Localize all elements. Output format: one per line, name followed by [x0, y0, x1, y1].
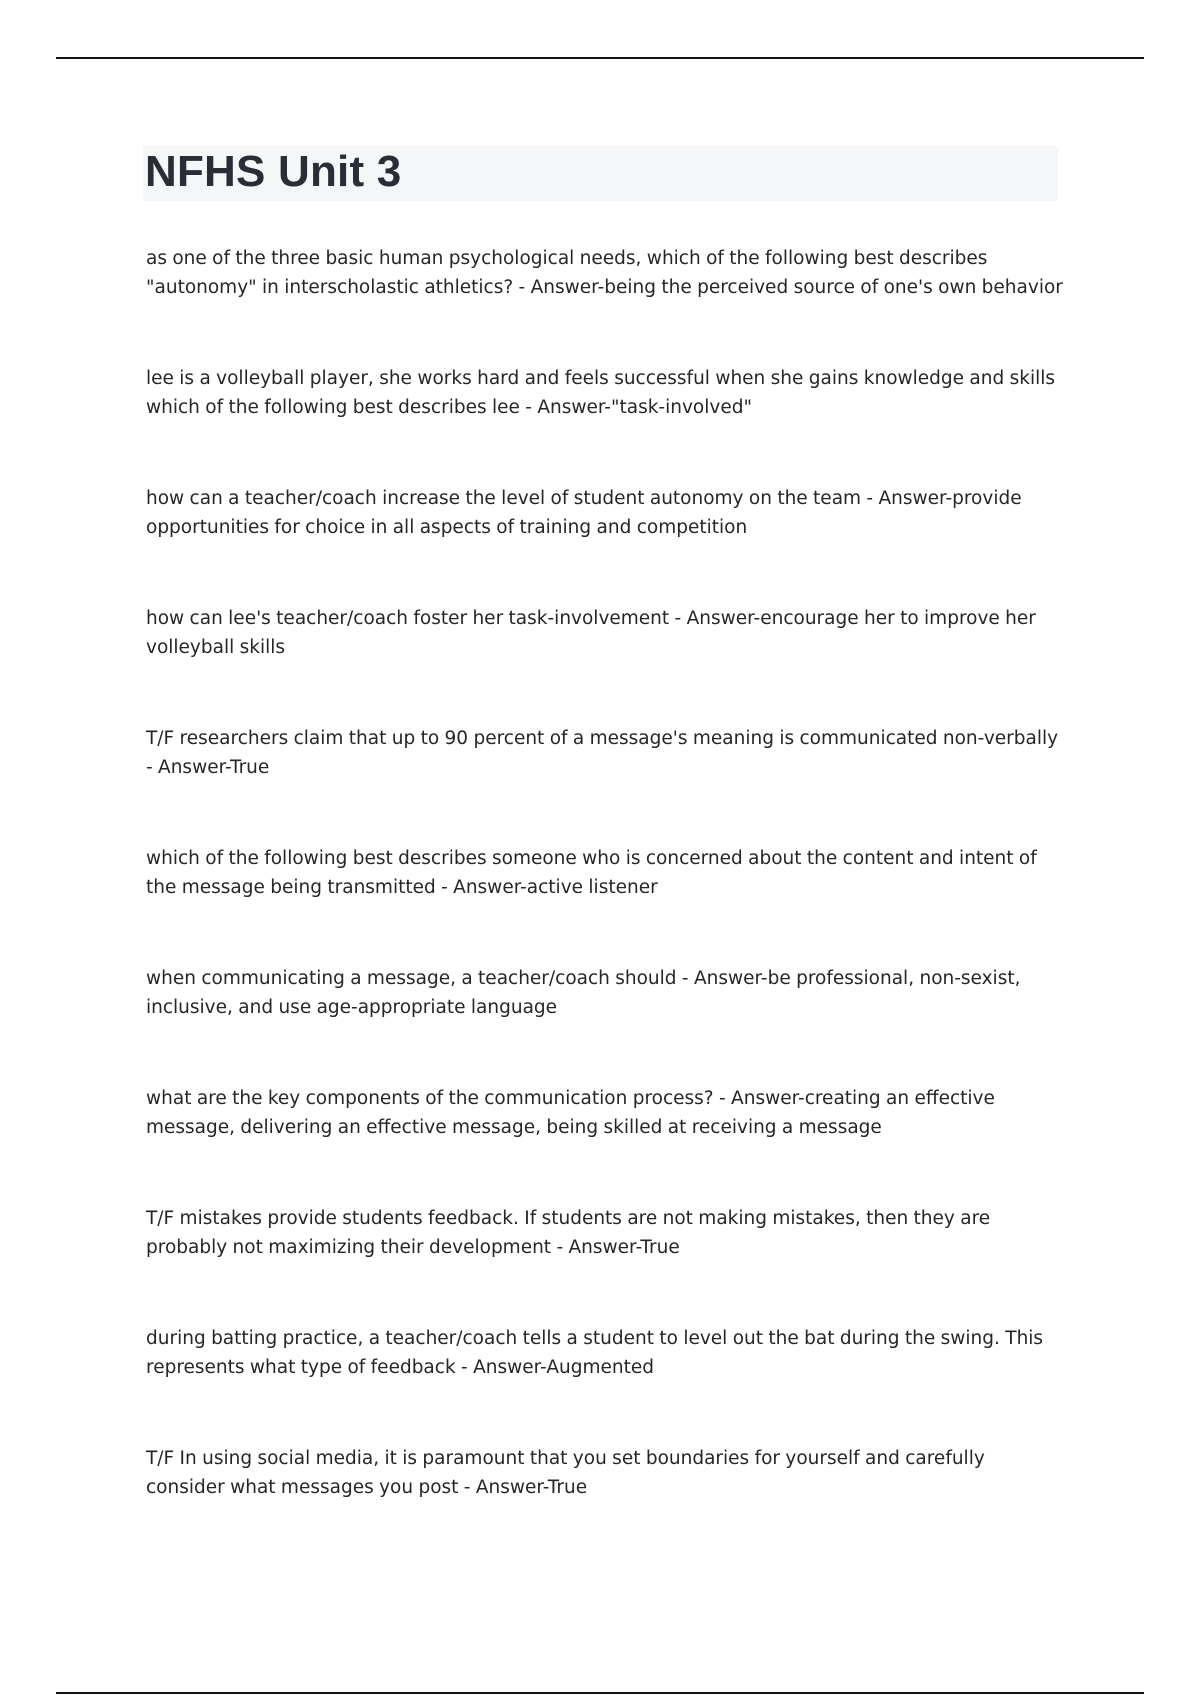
qa-list: [146, 244, 1066, 1564]
qa-item: during batting practice, a teacher/coach tells a student to level out the bat during the swing. This represents what type of feedback - Answer-Augmented: [146, 1328, 1044, 1378]
qa-item: T/F researchers claim that up to 90 percent of a message's meaning is communicated non-verbally - Answer-True: [146, 728, 1059, 778]
qa-item: how can a teacher/coach increase the level of student autonomy on the team - Answer-provide opportunities for choice in all aspects of training and competition: [146, 488, 1022, 538]
qa-item: lee is a volleyball player, she works hard and feels successful when she gains knowledge and skills which of the following best describes lee - Answer-"task-involved": [146, 368, 1056, 418]
qa-item: how can lee's teacher/coach foster her task-involvement - Answer-encourage her to improve her volleyball skills: [146, 608, 1036, 658]
qa-item: when communicating a message, a teacher/coach should - Answer-be professional, non-sexist, inclusive, and use age-appropriate language: [146, 968, 1021, 1018]
top-divider: [56, 57, 1144, 59]
qa-item: what are the key components of the communication process? - Answer-creating an effective message, delivering an effective message, being skilled at receiving a message: [146, 1088, 995, 1138]
qa-item: as one of the three basic human psychological needs, which of the following best describes "autonomy" in interscholastic athletics? - Answer-being the perceived source of one's own behavior: [146, 248, 1063, 298]
qa-item: T/F In using social media, it is paramount that you set boundaries for yourself and carefully consider what messages you post - Answer-True: [146, 1448, 985, 1498]
qa-item: which of the following best describes someone who is concerned about the content and intent of the message being transmitted - Answer-active listener: [146, 848, 1037, 898]
qa-item: T/F mistakes provide students feedback. If students are not making mistakes, then they are probably not maximizing their development - Answer-True: [146, 1208, 991, 1258]
bottom-divider: [56, 1692, 1144, 1694]
page-title: NFHS Unit 3: [145, 147, 402, 196]
